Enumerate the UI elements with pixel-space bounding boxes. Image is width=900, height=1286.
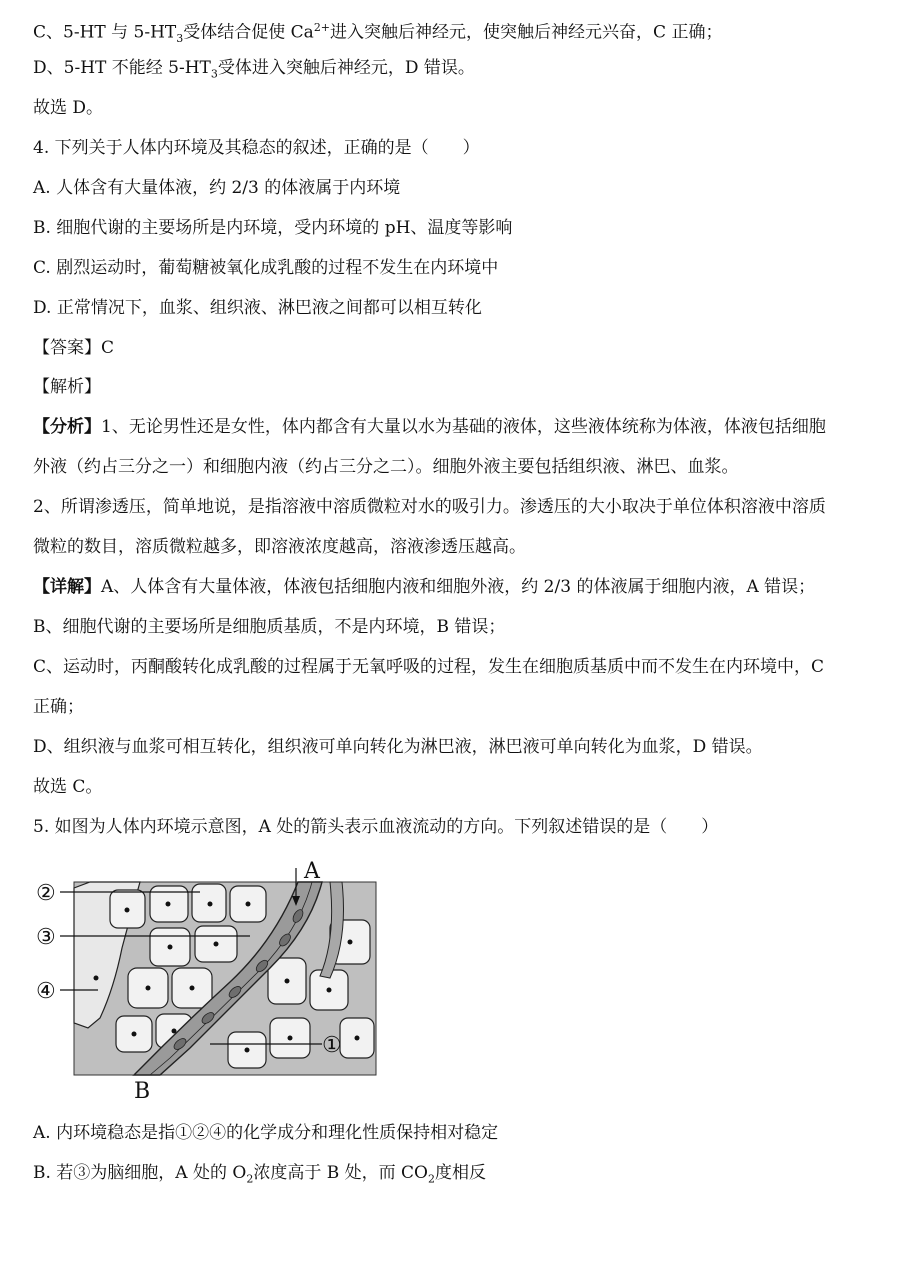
text-seg: 1、无论男性还是女性，体内都含有大量以水为基础的液体，这些液体统称为体液，体液包括细胞 <box>101 417 826 437</box>
detail-4: D、组织液与血浆可相互转化，组织液可单向转化为淋巴液，淋巴液可单向转化为血浆，D 错误。 <box>33 737 763 757</box>
detail-1 <box>33 576 815 598</box>
detail-5: 故选 C。 <box>33 777 103 797</box>
internal-environment-diagram <box>30 858 390 1102</box>
text-seg: 受体进入突触后神经元，D 错误。 <box>217 58 475 78</box>
subscript: 2 <box>427 1172 435 1186</box>
q5-option-a: A. 内环境稳态是指①②④的化学成分和理化性质保持相对稳定 <box>33 1123 499 1143</box>
answer-line: 【答案】C <box>33 338 115 358</box>
detail-3: C、运动时，丙酮酸转化成乳酸的过程属于无氧呼吸的过程，发生在细胞质基质中而不发生在内环境中，C <box>33 657 825 677</box>
text-seg: 浓度高于 B 处，而 CO <box>253 1163 428 1183</box>
text-seg: B. 若③为脑细胞，A 处的 O <box>33 1163 247 1183</box>
detail-tag: 【详解】 <box>33 577 101 597</box>
text-seg: 受体结合促使 Ca <box>183 22 314 43</box>
q5-option-b <box>33 1162 486 1190</box>
detail-2: B、细胞代谢的主要场所是细胞质基质，不是内环境，B 错误； <box>33 617 506 637</box>
superscript: 2+ <box>313 21 331 34</box>
text-line-c-option <box>33 17 722 50</box>
figure-label-1: ① <box>322 1033 342 1058</box>
subscript: 3 <box>176 32 184 46</box>
question-4-stem: 4. 下列关于人体内环境及其稳态的叙述，正确的是（ ） <box>33 138 480 158</box>
text-seg: A、人体含有大量体液，体液包括细胞内液和细胞外液，约 2/3 的体液属于细胞内液，A 错误； <box>101 577 816 597</box>
q4-option-c: C. 剧烈运动时，葡萄糖被氧化成乳酸的过程不发生在内环境中 <box>33 258 499 278</box>
text-seg: 进入突触后神经元，使突触后神经元兴奋，C 正确； <box>330 22 723 43</box>
subscript: 3 <box>210 67 218 81</box>
analysis-2: 2、所谓渗透压，简单地说，是指溶液中溶质微粒对水的吸引力。渗透压的大小取决于单位体积溶液中溶质 <box>33 497 826 517</box>
choice-d-line: 故选 D。 <box>33 98 104 118</box>
text-seg: D、5-HT 不能经 5-HT <box>33 58 211 78</box>
text-seg: 度相反 <box>434 1163 486 1183</box>
q4-option-d: D. 正常情况下，血浆、组织液、淋巴液之间都可以相互转化 <box>33 298 482 318</box>
analysis-tag: 【分析】 <box>33 417 101 437</box>
subscript: 2 <box>246 1172 254 1186</box>
analysis-2b: 微粒的数目，溶质微粒越多，即溶液浓度越高，溶液渗透压越高。 <box>33 537 526 557</box>
figure-label-3: ③ <box>36 925 56 950</box>
figure-label-b: B <box>134 1079 151 1102</box>
analysis-1 <box>33 416 826 438</box>
q4-option-a: A. 人体含有大量体液，约 2/3 的体液属于内环境 <box>33 178 401 198</box>
analysis-heading: 【解析】 <box>33 377 101 397</box>
figure-label-4: ④ <box>36 979 56 1004</box>
text-seg: C、5-HT 与 5-HT <box>33 22 177 43</box>
figure-label-2: ② <box>36 881 56 906</box>
detail-3b: 正确； <box>33 697 84 717</box>
figure-label-a: A <box>304 859 320 884</box>
text-line-d-option <box>33 57 475 85</box>
analysis-1b: 外液（约占三分之一）和细胞内液（约占三分之二）。细胞外液主要包括组织液、淋巴、血浆。 <box>33 457 739 477</box>
q4-option-b: B. 细胞代谢的主要场所是内环境，受内环境的 pH、温度等影响 <box>33 218 513 238</box>
question-5-stem: 5. 如图为人体内环境示意图，A 处的箭头表示血液流动的方向。下列叙述错误的是（ ） <box>33 817 719 837</box>
